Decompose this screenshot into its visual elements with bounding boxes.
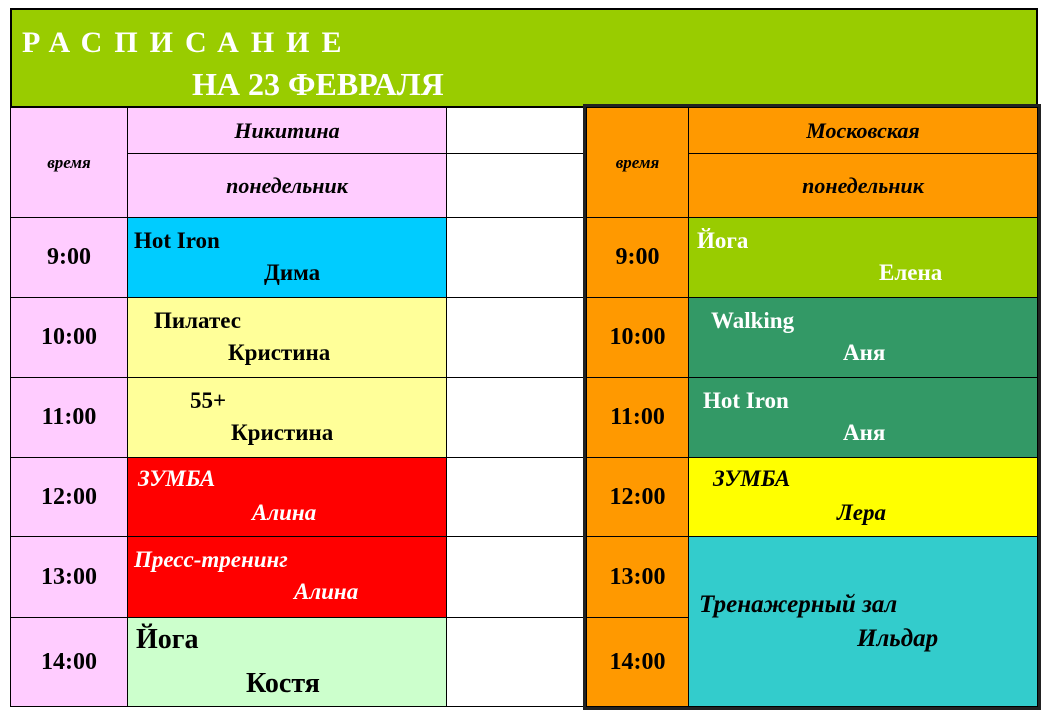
time-cell <box>586 457 689 537</box>
activity-label: Тренажерный зал <box>699 591 898 618</box>
class-cell <box>127 377 447 458</box>
class-cell <box>688 457 1038 537</box>
class-cell <box>127 457 447 537</box>
spacer-cell <box>446 153 584 218</box>
activity-label: Пресс-тренинг <box>134 547 288 572</box>
activity-label: Йога <box>136 624 199 655</box>
trainer-label: Алина <box>294 579 359 604</box>
time-label: 14:00 <box>609 648 666 675</box>
time-label: 12:00 <box>609 483 666 510</box>
day-label: понедельник <box>226 172 348 198</box>
title-banner <box>10 8 1038 108</box>
time-cell <box>10 377 128 458</box>
class-cell <box>127 617 447 707</box>
activity-label: ЗУМБА <box>138 466 216 491</box>
trainer-label: Кристина <box>228 340 331 365</box>
time-cell <box>10 457 128 537</box>
trainer-label: Аня <box>843 340 886 365</box>
trainer-name-header-right <box>688 107 1038 154</box>
class-cell <box>127 217 447 298</box>
time-label: 11:00 <box>610 404 665 430</box>
trainer-label: Дима <box>264 260 321 285</box>
time-label: 10:00 <box>41 324 97 350</box>
spacer-cell <box>446 107 584 154</box>
class-cell <box>688 217 1038 298</box>
time-cell <box>10 297 128 378</box>
trainer-label: Кристина <box>231 420 334 445</box>
trainer-name: Московская <box>806 117 920 143</box>
time-header-right <box>586 107 689 218</box>
time-label: 13:00 <box>41 563 97 590</box>
activity-label: Йога <box>697 228 749 253</box>
time-label: 14:00 <box>41 648 97 675</box>
time-cell <box>586 617 689 707</box>
time-label: 13:00 <box>609 563 666 590</box>
trainer-label: Ильдар <box>857 625 939 652</box>
time-label: 12:00 <box>41 483 97 510</box>
activity-label: Walking <box>711 308 795 333</box>
time-label: время <box>47 152 91 172</box>
class-cell <box>127 536 447 618</box>
spacer-cell <box>446 297 584 378</box>
spacer-cell <box>446 217 584 298</box>
activity-label: 55+ <box>190 388 227 413</box>
time-label: 11:00 <box>41 404 97 430</box>
trainer-label: Аня <box>843 420 886 445</box>
trainer-name-header-left <box>127 107 447 154</box>
spacer-cell <box>446 617 584 707</box>
class-cell <box>688 536 1038 707</box>
activity-label: Пилатес <box>154 308 241 333</box>
trainer-name: Никитина <box>234 117 340 143</box>
time-cell <box>586 297 689 378</box>
time-cell <box>586 536 689 618</box>
time-label: 9:00 <box>615 244 660 270</box>
title-line-1: РАСПИСАНИЕ <box>22 26 354 59</box>
activity-label: ЗУМБА <box>713 466 791 491</box>
day-header-left <box>127 153 447 218</box>
time-label: 9:00 <box>47 244 91 270</box>
activity-label: Hot Iron <box>134 228 220 253</box>
spacer-cell <box>446 536 584 618</box>
time-cell <box>586 377 689 458</box>
time-cell <box>586 217 689 298</box>
title-line-2: НА 23 ФЕВРАЛЯ <box>192 66 444 102</box>
class-cell <box>688 297 1038 378</box>
trainer-label: Костя <box>246 668 320 699</box>
time-label: время <box>615 152 660 172</box>
class-cell <box>127 297 447 378</box>
activity-label: Hot Iron <box>703 388 789 413</box>
time-cell <box>10 536 128 618</box>
time-cell <box>10 217 128 298</box>
day-label: понедельник <box>802 172 924 198</box>
trainer-label: Алина <box>252 500 317 525</box>
time-label: 10:00 <box>609 324 666 350</box>
time-header-left <box>10 107 128 218</box>
trainer-label: Лера <box>837 500 886 525</box>
trainer-label: Елена <box>879 260 943 285</box>
day-header-right <box>688 153 1038 218</box>
spacer-cell <box>446 377 584 458</box>
time-cell <box>10 617 128 707</box>
spacer-cell <box>446 457 584 537</box>
class-cell <box>688 377 1038 458</box>
